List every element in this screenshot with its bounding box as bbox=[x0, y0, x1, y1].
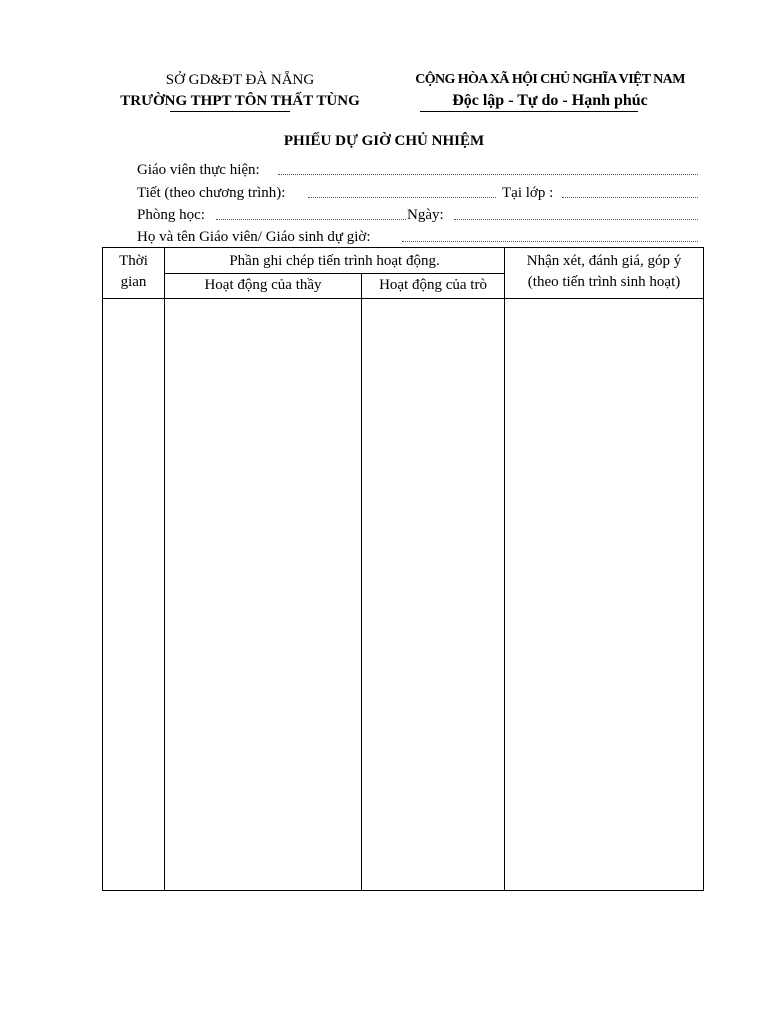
header-comment-line1: Nhận xét, đánh giá, góp ý bbox=[526, 253, 682, 269]
header-student-activity: Hoạt động của trò bbox=[362, 274, 505, 299]
period-field-line[interactable] bbox=[308, 197, 496, 198]
date-field-line[interactable] bbox=[454, 219, 698, 220]
cell-time[interactable] bbox=[103, 299, 165, 891]
header-time: Thời gian bbox=[103, 248, 165, 299]
department-name: SỞ GD&ĐT ĐÀ NẴNG bbox=[165, 72, 315, 88]
observer-field-line[interactable] bbox=[402, 241, 698, 242]
period-field-label: Tiết (theo chương trình): bbox=[137, 185, 286, 201]
cell-student-activity[interactable] bbox=[362, 299, 505, 891]
date-field-label: Ngày: bbox=[407, 207, 444, 223]
national-title: CỘNG HÒA XÃ HỘI CHỦ NGHĨA VIỆT NAM bbox=[415, 72, 685, 87]
header-teacher-activity: Hoạt động của thầy bbox=[165, 274, 362, 299]
header-right bbox=[390, 70, 710, 112]
room-field-label: Phòng học: bbox=[137, 207, 205, 223]
school-underline bbox=[170, 111, 290, 112]
header-left bbox=[100, 70, 380, 112]
header-comment-line2: (theo tiến trình sinh hoạt) bbox=[527, 274, 681, 290]
cell-comment[interactable] bbox=[505, 299, 704, 891]
motto-underline bbox=[420, 111, 638, 112]
room-field-line[interactable] bbox=[216, 219, 406, 220]
observer-field-label: Họ và tên Giáo viên/ Giáo sinh dự giờ: bbox=[137, 229, 371, 245]
class-field-label: Tại lớp : bbox=[502, 185, 554, 201]
class-field-line[interactable] bbox=[562, 197, 698, 198]
national-motto: Độc lập - Tự do - Hạnh phúc bbox=[452, 92, 648, 109]
school-name: TRƯỜNG THPT TÔN THẤT TÙNG bbox=[120, 93, 360, 109]
cell-teacher-activity[interactable] bbox=[165, 299, 362, 891]
observation-table bbox=[102, 247, 704, 891]
teacher-field-line[interactable] bbox=[278, 174, 698, 175]
teacher-field-label: Giáo viên thực hiện: bbox=[137, 162, 260, 178]
header-comment bbox=[505, 248, 704, 299]
form-title: PHIẾU DỰ GIỜ CHỦ NHIỆM bbox=[283, 133, 485, 149]
header-record: Phần ghi chép tiến trình hoạt động. bbox=[165, 248, 505, 274]
